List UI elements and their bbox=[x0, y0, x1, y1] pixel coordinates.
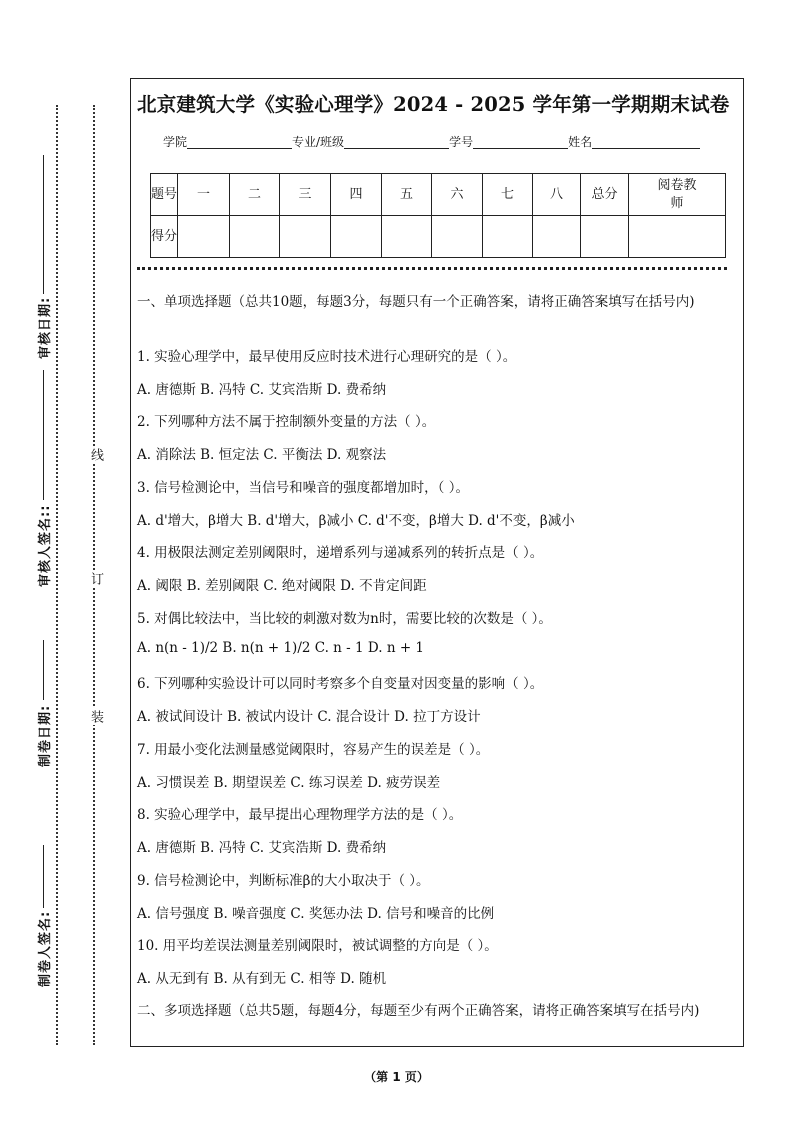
score-cell[interactable] bbox=[533, 216, 581, 258]
score-cell[interactable] bbox=[382, 216, 432, 258]
col-header: 六 bbox=[432, 174, 483, 216]
cut-mark-bind: 订 bbox=[88, 572, 103, 585]
student-id-field[interactable] bbox=[473, 136, 568, 149]
maker-sign-label: 制卷人签名: bbox=[34, 908, 53, 990]
score-cell-grader[interactable] bbox=[629, 216, 726, 258]
score-cell[interactable] bbox=[178, 216, 230, 258]
question-2: 2. 下列哪种方法不属于控制额外变量的方法（ ）。 bbox=[137, 414, 436, 430]
make-date-label: 制卷日期: bbox=[34, 702, 53, 770]
cut-mark-line: 线 bbox=[88, 448, 103, 461]
score-table bbox=[150, 173, 726, 258]
dotted-separator bbox=[137, 267, 727, 270]
major-field[interactable] bbox=[344, 136, 449, 149]
binding-dotted-line-outer bbox=[56, 105, 58, 1045]
col-header-total: 总分 bbox=[581, 174, 629, 216]
major-label: 专业/班级 bbox=[292, 135, 345, 149]
options-5: A. n(n - 1)/2 B. n(n + 1)/2 C. n - 1 D. n + 1 bbox=[137, 640, 425, 656]
row-label-score: 得分 bbox=[151, 216, 178, 258]
col-header: 七 bbox=[483, 174, 533, 216]
row-label-question-no: 题号 bbox=[151, 174, 178, 216]
name-label: 姓名 bbox=[568, 135, 593, 149]
col-header: 五 bbox=[382, 174, 432, 216]
score-cell[interactable] bbox=[230, 216, 280, 258]
col-header: 八 bbox=[533, 174, 581, 216]
reviewer-sign-line bbox=[43, 370, 44, 500]
exam-title: 北京建筑大学《实验心理学》2024 - 2025 学年第一学期期末试卷 bbox=[137, 93, 730, 116]
question-6: 6. 下列哪种实验设计可以同时考察多个自变量对因变量的影响（ ）。 bbox=[137, 676, 544, 692]
options-6: A. 被试间设计 B. 被试内设计 C. 混合设计 D. 拉丁方设计 bbox=[137, 709, 481, 725]
review-date-label: 审核日期: bbox=[34, 294, 53, 362]
options-2: A. 消除法 B. 恒定法 C. 平衡法 D. 观察法 bbox=[137, 447, 387, 463]
question-1: 1. 实验心理学中，最早使用反应时技术进行心理研究的是（ ）。 bbox=[137, 349, 517, 365]
question-4: 4. 用极限法测定差别阈限时，递增系列与递减系列的转折点是（ ）。 bbox=[137, 545, 544, 561]
options-8: A. 唐德斯 B. 冯特 C. 艾宾浩斯 D. 费希纳 bbox=[137, 840, 387, 856]
options-3: A. d'增大，β增大 B. d'增大，β减小 C. d'不变，β增大 D. d'不变，β减小 bbox=[137, 513, 575, 529]
options-4: A. 阈限 B. 差别阈限 C. 绝对阈限 D. 不肯定间距 bbox=[137, 578, 427, 594]
score-table-score-row bbox=[151, 216, 726, 258]
score-cell-total[interactable] bbox=[581, 216, 629, 258]
make-date-line bbox=[43, 640, 44, 700]
college-label: 学院 bbox=[163, 135, 188, 149]
score-cell[interactable] bbox=[483, 216, 533, 258]
question-10: 10. 用平均差误法测量差别阈限时，被试调整的方向是（ ）。 bbox=[137, 938, 498, 954]
options-10: A. 从无到有 B. 从有到无 C. 相等 D. 随机 bbox=[137, 971, 387, 987]
score-cell[interactable] bbox=[280, 216, 331, 258]
college-field[interactable] bbox=[187, 136, 292, 149]
name-field[interactable] bbox=[592, 136, 700, 149]
cut-mark-install: 装 bbox=[88, 710, 103, 723]
col-header: 一 bbox=[178, 174, 230, 216]
maker-sign-line bbox=[43, 845, 44, 910]
section-1-heading: 一、单项选择题（总共10题，每题3分，每题只有一个正确答案，请将正确答案填写在括号内) bbox=[137, 294, 695, 310]
reviewer-sign-label: 审核人签名:: bbox=[34, 502, 53, 590]
question-3: 3. 信号检测论中，当信号和噪音的强度都增加时，（ ）。 bbox=[137, 480, 469, 496]
question-9: 9. 信号检测论中，判断标准β的大小取决于（ ）。 bbox=[137, 873, 430, 889]
question-7: 7. 用最小变化法测量感觉阈限时，容易产生的误差是（ ）。 bbox=[137, 742, 490, 758]
col-header-grader: 阅卷教师 bbox=[629, 174, 726, 216]
col-header: 四 bbox=[331, 174, 382, 216]
review-date-line bbox=[43, 155, 44, 295]
score-cell[interactable] bbox=[331, 216, 382, 258]
exam-frame bbox=[130, 78, 744, 1047]
student-id-label: 学号 bbox=[449, 135, 474, 149]
question-5: 5. 对偶比较法中，当比较的刺激对数为n时，需要比较的次数是（ ）。 bbox=[137, 611, 552, 627]
score-table-header-row bbox=[151, 174, 726, 216]
student-info-row bbox=[163, 133, 700, 150]
question-8: 8. 实验心理学中，最早提出心理物理学方法的是（ ）。 bbox=[137, 807, 463, 823]
col-header: 三 bbox=[280, 174, 331, 216]
options-7: A. 习惯误差 B. 期望误差 C. 练习误差 D. 疲劳误差 bbox=[137, 775, 441, 791]
col-header: 二 bbox=[230, 174, 280, 216]
section-2-heading: 二、多项选择题（总共5题，每题4分，每题至少有两个正确答案，请将正确答案填写在括号内) bbox=[137, 1003, 700, 1019]
score-cell[interactable] bbox=[432, 216, 483, 258]
options-1: A. 唐德斯 B. 冯特 C. 艾宾浩斯 D. 费希纳 bbox=[137, 382, 387, 398]
options-9: A. 信号强度 B. 噪音强度 C. 奖惩办法 D. 信号和噪音的比例 bbox=[137, 906, 495, 922]
page-number: （第 1 页） bbox=[364, 1070, 429, 1084]
